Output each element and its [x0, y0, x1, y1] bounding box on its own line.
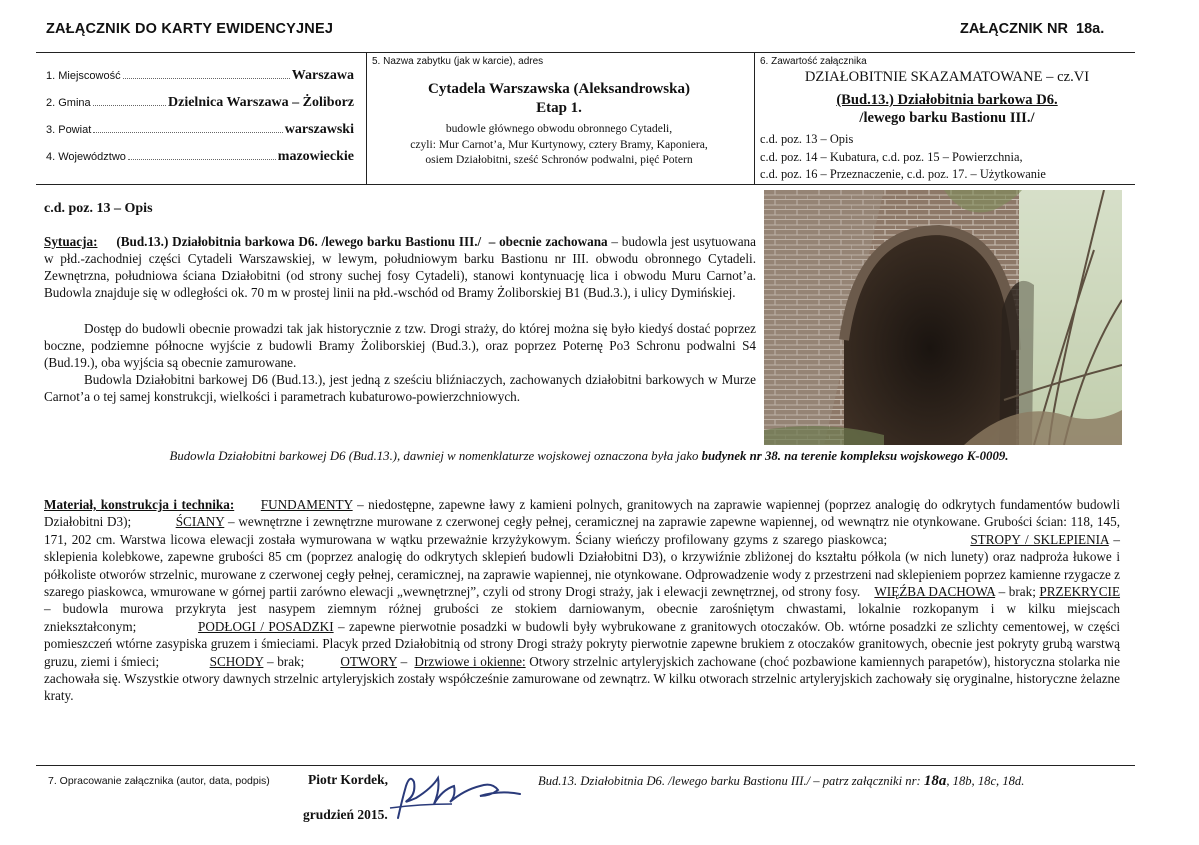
monument-desc-line: osiem Działobitni, sześć Schronów podwalni, pięć Potern [425, 153, 693, 166]
dotted-leader [123, 77, 290, 79]
przekrycie-label: PRZEKRYCIE [1039, 584, 1121, 600]
contents-title: DZIAŁOBITNIE SKAZAMATOWANE – cz.VI [804, 69, 1090, 85]
attachment-number [960, 21, 1104, 37]
footer-divider [36, 765, 1135, 766]
field-gmina [46, 95, 354, 111]
contents-item: c.d. poz. 16 – Przeznaczenie, c.d. poz. 17. – Użytkowanie [760, 167, 1046, 181]
author-field-label: 7. Opracowanie załącznika (autor, data, podpis) [48, 775, 270, 787]
situation-title: (Bud.13.) Działobitnia barkowa D6. /lewego barku Bastionu III./ [116, 234, 482, 249]
caption-text: Budowla Działobitni barkowej D6 (Bud.13.), dawniej w nomenklaturze wojskowej oznaczona była jako [169, 449, 699, 463]
situation-paragraph-1 [44, 233, 756, 301]
field-powiat [46, 122, 354, 138]
fundamenty-text: – niedostępne, zapewne ławy z kamieni polnych, granitowych na zaprawie wapiennej (poprzez analogię do odkrytych fundamentów budowli Działobitni D3); [44, 497, 1121, 530]
situation-paragraph-3: Budowla Działobitni barkowej D6 (Bud.13.), jest jedną z sześciu bliźniaczych, zachowanych działobitni barkowych w Murze Carnot’a o tej samej konstrukcji, wielkości i parametrach kubaturowo-powierzchniowych. [44, 372, 756, 405]
section-heading: c.d. poz. 13 – Opis [44, 201, 153, 216]
situation-label: Sytuacja: [44, 234, 98, 249]
field-label: 4. Województwo [46, 151, 126, 163]
schody-label: SCHODY [209, 653, 264, 669]
otwory-text: Otwory strzelnic artyleryjskich zachowane (choć pozbawione kamiennych parapetów), historyczna stolarka nie zachowała się. Wszystkie otwory dawnych strzelnic artyleryjskich zostały współcześnie zamurowane od zewnątrz. W kilku otworach strzelnic artyleryjskich zachowały się oryginalne, historyczne żelazne kraty. [44, 653, 1121, 704]
monument-stage: Etap 1. [536, 100, 582, 116]
signature [380, 760, 540, 826]
reference-text: Bud.13. Działobitnia D6. /lewego barku Bastionu III./ – patrz załączniki nr: [538, 774, 921, 788]
przekrycie-text: – budowla murowa przykryta jest nasypem ziemnym różnej grubości ze stokiem darniowanym, obecnie zarośniętym chwastami, lokalnie rozkopanym i w kilku miejscach zniekształconym; [44, 601, 1120, 634]
column-divider [754, 53, 755, 184]
sciany-label: ŚCIANY [175, 514, 225, 530]
author-name: Piotr Kordek, [308, 772, 388, 787]
author-date: grudzień 2015. [303, 807, 388, 822]
otwory-label: OTWORY [340, 653, 398, 669]
column-divider [366, 53, 367, 184]
photo-caption [44, 449, 1134, 464]
reference-current: 18a [923, 773, 947, 789]
fundamenty-label: FUNDAMENTY [260, 497, 353, 512]
field-value: mazowieckie [277, 149, 354, 164]
stropy-label: STROPY / SKLEPIENIA [970, 531, 1109, 547]
dotted-leader [93, 131, 283, 133]
situation-status: – obecnie zachowana [488, 234, 608, 249]
reference-others: , 18b, 18c, 18d. [946, 774, 1025, 788]
wiezba-text: – brak; [998, 584, 1036, 600]
attachment-header-title: ZAŁĄCZNIK DO KARTY EWIDENCYJNEJ [46, 21, 334, 37]
sciany-text: – wewnętrzne i zewnętrzne murowane z czerwonej cegły pełnej, ceramicznej na zaprawie zapewne wapiennej, od wewnątrz nie otynkowane. Grubości ścian: 118, 145, 171, 202 cm. Warstwa licowa elewacji została wymurowana w wątku przeważnie krzyżykowym. Ściany wieńczy profilowany gzyms z szarego piaskowca; [44, 514, 1121, 547]
monument-title: Cytadela Warszawska (Aleksandrowska) [428, 81, 690, 97]
attachment-references [538, 773, 1024, 790]
dotted-leader [93, 104, 166, 106]
situation-text: – budowla jest usytuowana w płd.-zachodniej części Cytadeli Warszawskiej, w lewym, południowym barku Bastionu nr III. obwodu obronnego Cytadeli. Zewnętrzna, południowa ściana Działobitni (od strony suchej fosy Cytadeli), stanowi kontynuację lica i obwodu Muru Carnot’a. Budowla znajduje się w odległości ok. 70 m w prostej linii na płd.-wschód od Bramy Żoliborskiej B1 (Bud.3.), i ulicy Dymińskiej. [44, 234, 757, 301]
contents-bastion: /lewego barku Bastionu III./ [859, 110, 1035, 126]
field-value: Dzielnica Warszawa – Żoliborz [168, 95, 354, 110]
field-label: 1. Miejscowość [46, 70, 121, 82]
contents-item: c.d. poz. 13 – Opis [760, 132, 854, 146]
material-section: Materiał, konstrukcja i technika: FUNDAMENTY – niedostępne, zapewne ławy z kamieni polnych, granitowych na zaprawie wapiennej (poprzez analogię do odkrytych fundamentów budowli Działobitni D3); ŚCIANY – wewnętrzne i zewnętrzne murowane z czerwonej cegły pełnej, ceramicznej na zaprawie zapewne wapiennej, od wewnątrz nie otynkowane. Grubości ścian: 118, 145, 171, 202 cm. Warstwa licowa elewacji została wymurowana w wątku przeważnie krzyżykowym. Ściany wieńczy profilowany gzyms z szarego piaskowca; STROPY / SKLEPIENIA – sklepienia kolebkowe, zapewne grubości 85 cm (poprzez analogię do odkrytych sklepień budowli Działobitni D3), o krzywiźnie zbliżonej do kształtu półkola (w nich lunety) oraz nadproża łukowe i półkoliste otworów strzelnic, murowane z czerwonej cegły pełnej, ceramicznej, na zaprawie wapiennej, nie otynkowane. Odprowadzenie wody z przestrzeni nad sklepieniem poprzez kamienne rzygacze z szarego piaskowca, wmurowane w górnej partii zarówno elewacji „wewnętrznej”, czyli od strony Drogi straży, jak i elewacji zewnętrznej, od strony fosy. WIĘŹBA DACHOWA – brak; PRZEKRYCIE – budowla murowa przykryta jest nasypem ziemnym różnej grubości ze stokiem darniowanym, obecnie zarośniętym chwastami, lokalnie rozkopanym i w kilku miejscach zniekształconym; PODŁOGI / POSADZKI – zapewne pierwotnie posadzki w budowli były wybrukowane z granitowych otoczaków. Ob. wtórne posadzki ze szlichty cementowej, w części pomieszczeń wtórne zasypiska gruzem i śmieciami. Placyk przed Działobitnią od strony Drogi straży pokryty pierwotnie zapewne brukiem z otoczaków granitowych, obecnie jest pokryty grubą warstwą gruzu, ziemi i śmieci; SCHODY – brak; OTWORY – Drzwiowe i okienne: Otwory strzelnic artyleryjskich zachowane (choć pozbawione kamiennych parapetów), historyczna stolarka nie zachowała się. Wszystkie otwory dawnych strzelnic artyleryjskich zostały współcześnie zamurowane od zewnątrz. W kilku otworach strzelnic artyleryjskich zachowały się oryginalne, historyczne żelazne kraty. [44, 497, 1121, 704]
contents-item: c.d. poz. 14 – Kubatura, c.d. poz. 15 – Powierzchnia, [760, 150, 1023, 164]
contents-label: 6. Zawartość załącznika [760, 56, 867, 67]
field-label: 3. Powiat [46, 124, 92, 136]
header-divider [36, 52, 1135, 53]
monument-desc-line: budowle głównego obwodu obronnego Cytadeli, [445, 122, 673, 135]
field-value: Warszawa [291, 68, 354, 83]
attachment-number-prefix: ZAŁĄCZNIK NR [960, 21, 1068, 37]
stropy-text: – sklepienia kolebkowe, zapewne grubości 85 cm (poprzez analogię do odkrytych sklepień budowli Działobitni D3), o krzywiźnie zbliżonej do kształtu półkola (w nich lunety) oraz nadproża łukowe i półkoliste otworów strzelnic, murowane z czerwonej cegły pełnej, ceramicznej, na zaprawie wapiennej, nie otynkowane. Odprowadzenie wody z przestrzeni nad sklepieniem poprzez kamienne rzygacze z szarego piaskowca, wmurowane w górnej partii zarówno elewacji „wewnętrznej”, czyli od strony Drogi straży, jak i elewacji zewnętrznej, od strony fosy. [44, 531, 1121, 600]
wiezba-label: WIĘŹBA DACHOWA [874, 584, 996, 600]
otwory-sublabel: Drzwiowe i okienne: [414, 653, 526, 669]
box-bottom-divider [36, 184, 1135, 185]
material-label: Materiał, konstrukcja i technika: [44, 497, 235, 512]
monument-label: 5. Nazwa zabytku (jak w karcie), adres [372, 56, 544, 67]
field-wojewodztwo [46, 149, 354, 165]
schody-text: – brak; [267, 653, 305, 669]
contents-building: (Bud.13.) Działobitnia barkowa D6. [836, 92, 1058, 108]
field-miejscowosc [46, 68, 354, 84]
building-photo [764, 190, 1122, 445]
field-label: 2. Gmina [46, 97, 91, 109]
attachment-number-value: 18a. [1076, 21, 1105, 37]
podlogi-label: PODŁOGI / POSADZKI [198, 618, 334, 634]
monument-desc-line: czyli: Mur Carnot’a, Mur Kurtynowy, cztery Bramy, Kaponiera, [410, 137, 708, 151]
dotted-leader [128, 158, 276, 160]
caption-bold: budynek nr 38. na terenie kompleksu wojskowego K-0009. [701, 449, 1009, 463]
field-value: warszawski [284, 122, 354, 137]
situation-paragraph-2: Dostęp do budowli obecnie prowadzi tak jak historycznie z tzw. Drogi straży, do której można się było kiedyś dostać poprzez boczne, podziemne północne wyjście z budowli Bramy Żoliborskiej (Bud.3.), oraz poprzez Poternę Po3 Schronu podwalni S4 (Bud.19.), oba wyjścia są obecnie zamurowane. [44, 321, 756, 371]
podlogi-text: – zapewne pierwotnie posadzki w budowli były wybrukowane z granitowych otoczaków. Ob. wtórne posadzki ze szlichty cementowej, w części pomieszczeń wtórne zasypiska gruzem i śmieciami. Placyk przed Działobitnią od strony Drogi straży pokryty pierwotnie zapewne brukiem z otoczaków granitowych, obecnie jest pokryty grubą warstwą gruzu, ziemi i śmieci; [44, 618, 1121, 669]
monument-description [368, 121, 750, 168]
